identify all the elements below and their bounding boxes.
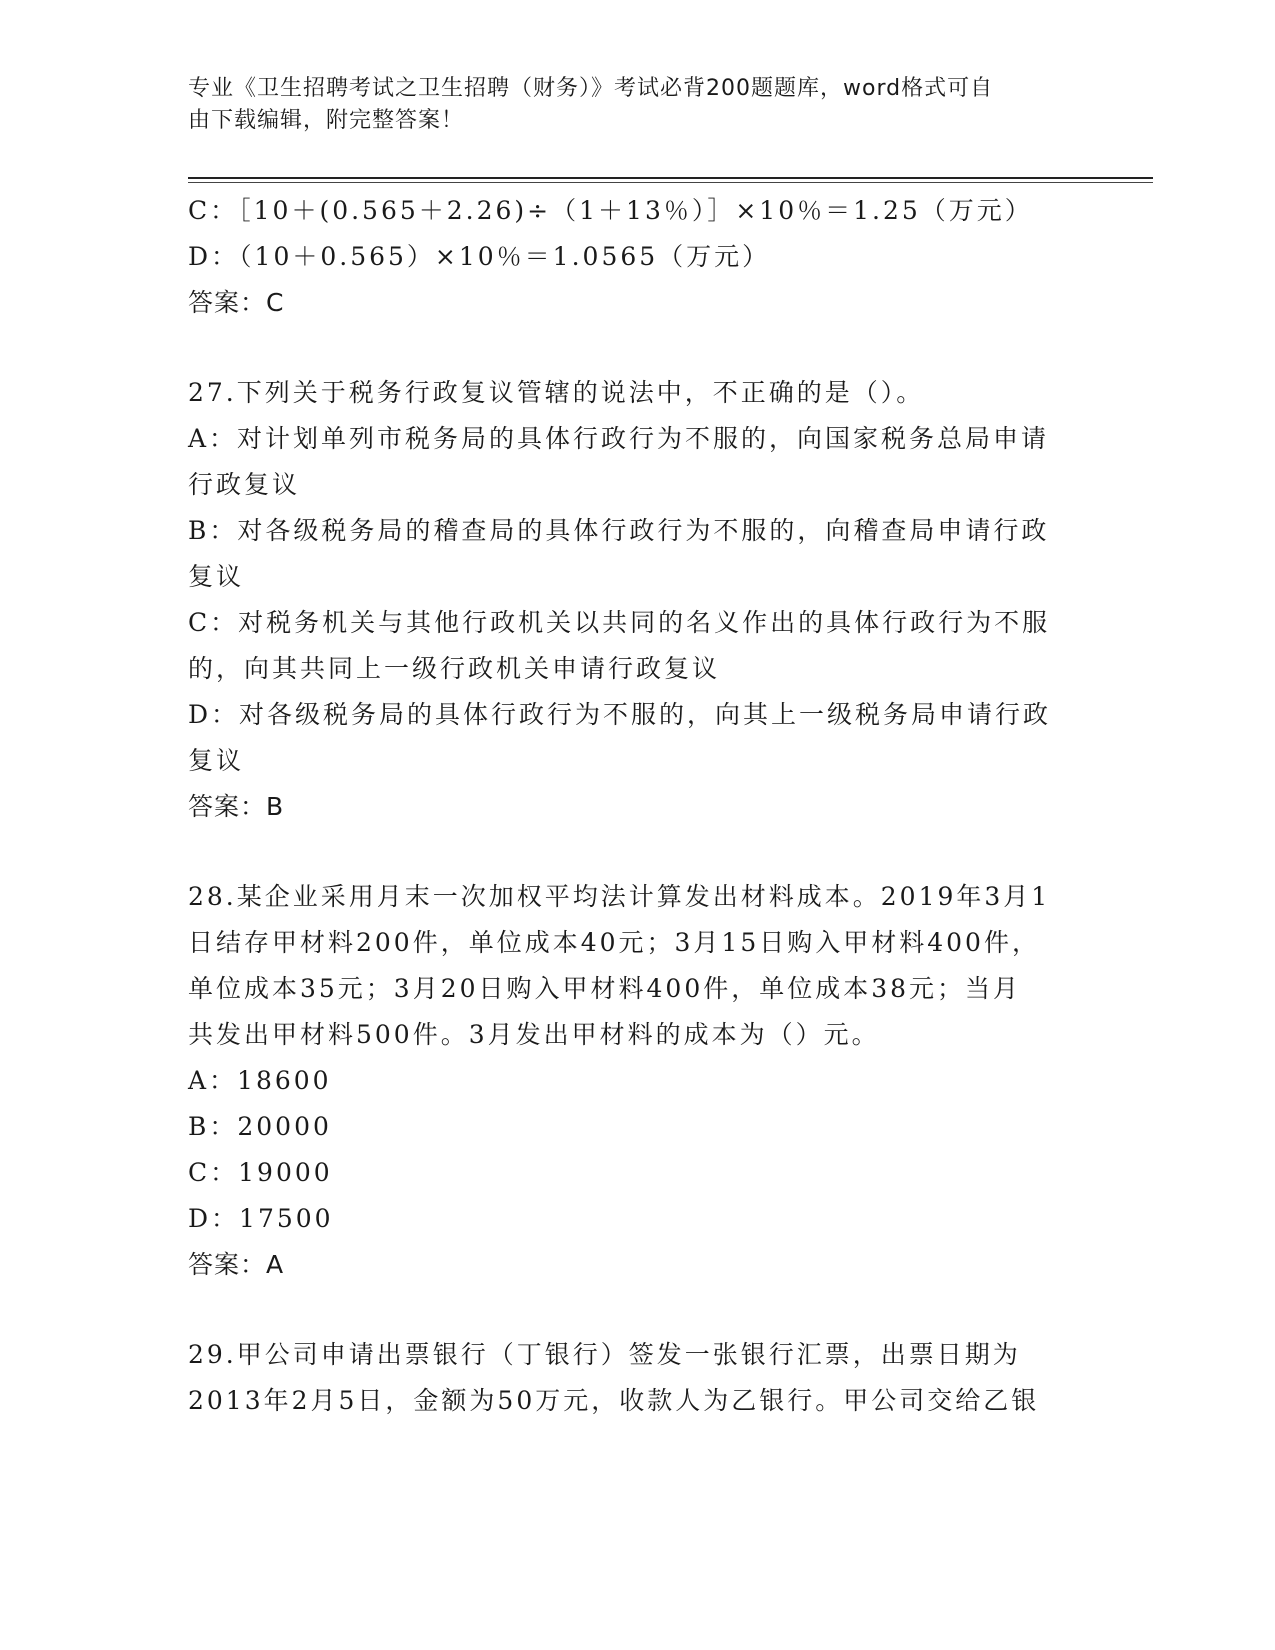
option-a: A：18600 bbox=[188, 1066, 332, 1095]
header-line-1: 专业《卫生招聘考试之卫生招聘（财务）》考试必背200题题库，word格式可自 bbox=[188, 76, 994, 101]
option-a-cont: 行政复议 bbox=[188, 470, 301, 499]
option-d: D：（10＋0.565）×10％＝1.0565（万元） bbox=[188, 242, 771, 271]
question-stem: 28.某企业采用月末一次加权平均法计算发出材料成本。2019年3月1 bbox=[188, 882, 1051, 911]
answer: 答案：A bbox=[188, 1250, 285, 1279]
option-c: C：19000 bbox=[188, 1158, 333, 1187]
spacer bbox=[188, 830, 1088, 874]
header-divider-thick bbox=[188, 177, 1153, 179]
question-stem: 29.甲公司申请出票银行（丁银行）签发一张银行汇票，出票日期为 bbox=[188, 1340, 1021, 1369]
document-header bbox=[188, 73, 1068, 137]
option-c: C：［10＋(0.565＋2.26)÷（1＋13％）］×10％＝1.25（万元） bbox=[188, 196, 1033, 225]
question-stem: 27.下列关于税务行政复议管辖的说法中，不正确的是（）。 bbox=[188, 378, 925, 407]
question-stem-cont: 单位成本35元；3月20日购入甲材料400件，单位成本38元；当月 bbox=[188, 974, 1022, 1003]
question-27 bbox=[188, 370, 1088, 830]
question-stem-cont: 共发出甲材料500件。3月发出甲材料的成本为（）元。 bbox=[188, 1020, 880, 1049]
question-29 bbox=[188, 1332, 1088, 1424]
header-line-2: 由下载编辑，附完整答案！ bbox=[188, 108, 465, 133]
question-stem-cont: 日结存甲材料200件，单位成本40元；3月15日购入甲材料400件， bbox=[188, 928, 1040, 957]
question-28 bbox=[188, 874, 1088, 1288]
spacer bbox=[188, 1288, 1088, 1332]
option-d: D：对各级税务局的具体行政行为不服的，向其上一级税务局申请行政 bbox=[188, 700, 1052, 729]
document-body bbox=[188, 188, 1088, 1424]
option-b-cont: 复议 bbox=[188, 562, 245, 591]
option-a: A：对计划单列市税务局的具体行政行为不服的，向国家税务总局申请 bbox=[188, 424, 1050, 453]
option-b: B：20000 bbox=[188, 1112, 332, 1141]
answer: 答案：B bbox=[188, 792, 285, 821]
question-26-tail bbox=[188, 188, 1088, 326]
option-d-cont: 复议 bbox=[188, 746, 245, 775]
answer: 答案：C bbox=[188, 288, 285, 317]
option-b: B：对各级税务局的稽查局的具体行政行为不服的，向稽查局申请行政 bbox=[188, 516, 1050, 545]
question-stem-cont: 2013年2月5日，金额为50万元，收款人为乙银行。甲公司交给乙银 bbox=[188, 1386, 1040, 1415]
option-d: D：17500 bbox=[188, 1204, 334, 1233]
option-c-cont: 的，向其共同上一级行政机关申请行政复议 bbox=[188, 654, 721, 683]
option-c: C：对税务机关与其他行政机关以共同的名义作出的具体行政行为不服 bbox=[188, 608, 1051, 637]
spacer bbox=[188, 326, 1088, 370]
header-divider-thin bbox=[188, 182, 1153, 183]
